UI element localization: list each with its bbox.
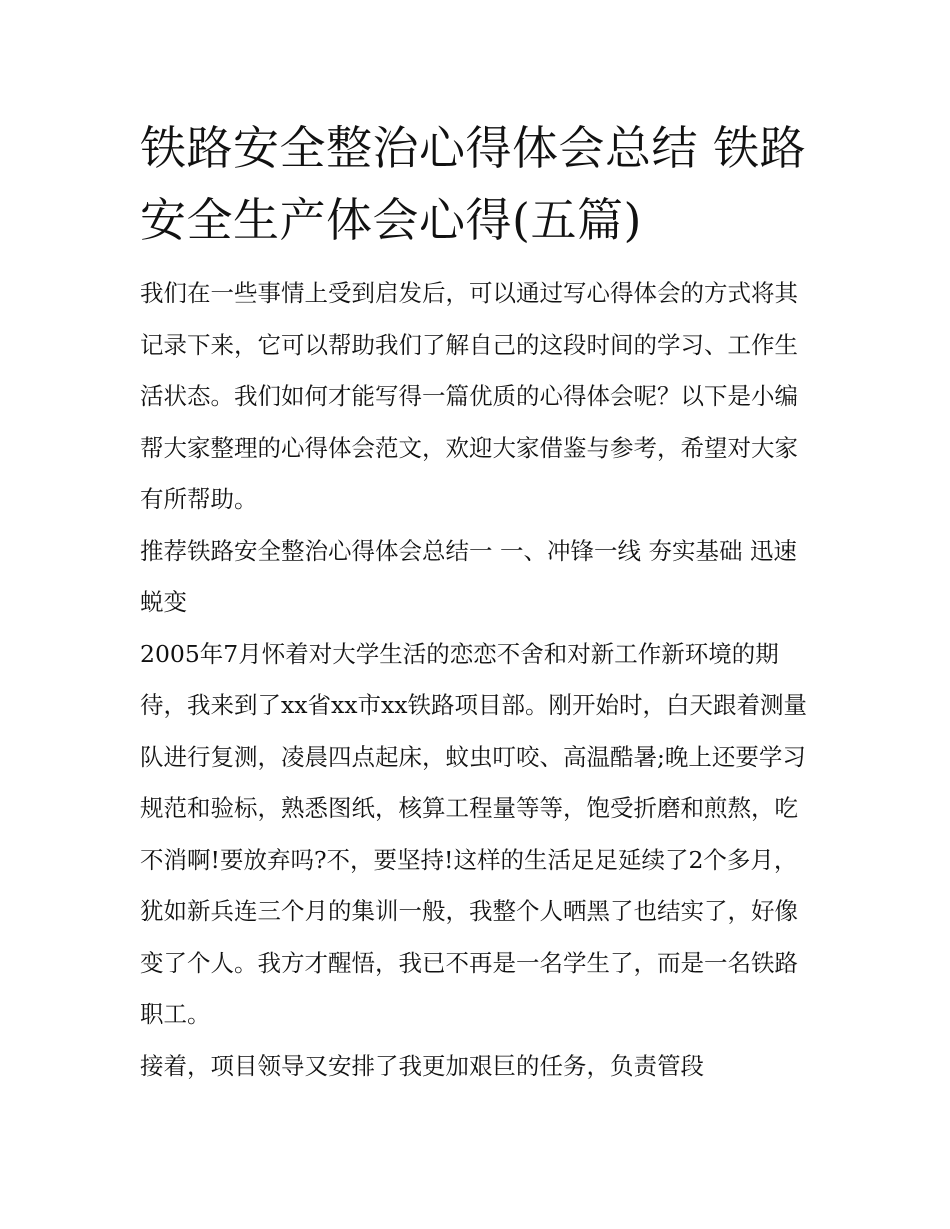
intro-paragraph: 我们在一些事情上受到启发后，可以通过写心得体会的方式将其记录下来，它可以帮助我们了解自己的这段时间的学习、工作生活状态。我们如何才能写得一篇优质的心得体会呢？以下是小编帮大家整理的心得体会范文，欢迎大家借鉴与参考，希望对大家有所帮助。 [140,279,798,513]
body-paragraph-continued: 接着，项目领导又安排了我更加艰巨的任务，负责管段 [140,1051,704,1080]
document-title: 铁路安全整治心得体会总结 铁路安全生产体会心得(五篇) [140,121,807,247]
body-paragraph: 2005年7月怀着对大学生活的恋恋不舍和对新工作新环境的期待，我来到了xx省xx市xx铁路项目部。刚开始时，白天跟着测量队进行复测，凌晨四点起床，蚊虫叮咬、高温酷暑;晚上还要学习规范和验标，熟悉图纸，核算工程量等等，饱受折磨和煎熬，吃不消啊!要放弃吗?不，要坚持!这样的生活足足延续了2个多月，犹如新兵连三个月的集训一般，我整个人晒黑了也结实了，好像变了个人。我方才醒悟，我已不再是一名学生了，而是一名铁路职工。 [140,639,808,1028]
document-body [140,112,812,1092]
section-heading-paragraph: 推荐铁路安全整治心得体会总结一 一、冲锋一线 夯实基础 迅速蜕变 [140,536,797,616]
